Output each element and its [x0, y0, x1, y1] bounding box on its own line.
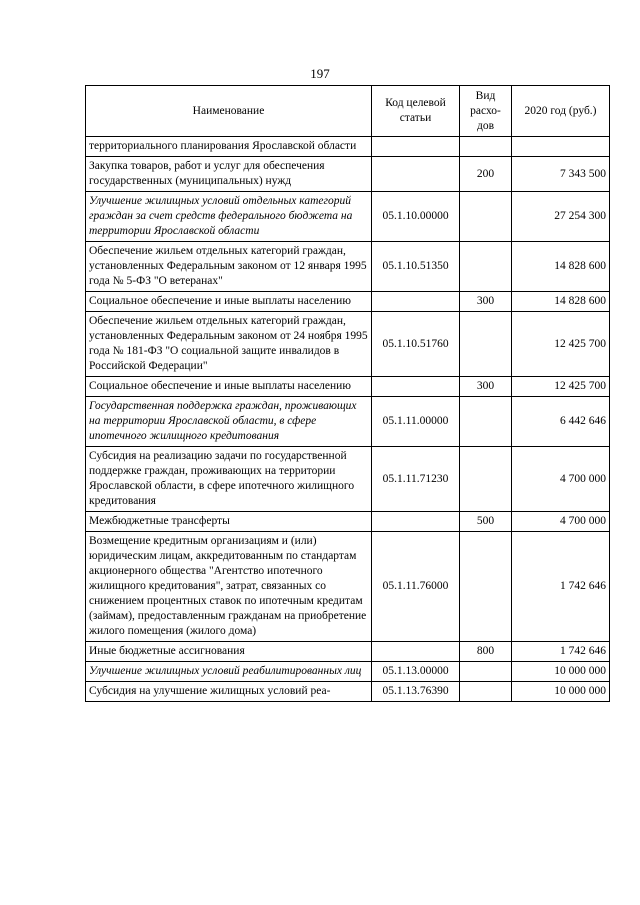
table-row: [86, 377, 610, 397]
row-name: Социальное обеспечение и иные выплаты населению: [86, 377, 372, 397]
row-code: [372, 512, 460, 532]
row-name: Межбюджетные трансферты: [86, 512, 372, 532]
row-name: Иные бюджетные ассигнования: [86, 642, 372, 662]
row-code: [372, 292, 460, 312]
table-row: [86, 137, 610, 157]
row-amount: 10 000 000: [512, 682, 610, 702]
table-row: [86, 662, 610, 682]
table-row: [86, 312, 610, 377]
row-code: [372, 377, 460, 397]
row-code: 05.1.10.51350: [372, 242, 460, 292]
row-code: [372, 157, 460, 192]
header-kind: Вид расхо-дов: [460, 86, 512, 137]
row-amount: 14 828 600: [512, 292, 610, 312]
row-kind: 500: [460, 512, 512, 532]
row-amount: 4 700 000: [512, 447, 610, 512]
table-body: [86, 137, 610, 702]
header-code: Код целевой статьи: [372, 86, 460, 137]
row-name: территориального планирования Ярославской области: [86, 137, 372, 157]
row-code: 05.1.13.76390: [372, 682, 460, 702]
row-amount: 14 828 600: [512, 242, 610, 292]
row-kind: 300: [460, 292, 512, 312]
row-amount: 4 700 000: [512, 512, 610, 532]
row-name: Улучшение жилищных условий реабилитированных лиц: [86, 662, 372, 682]
row-amount: 7 343 500: [512, 157, 610, 192]
row-amount: 6 442 646: [512, 397, 610, 447]
row-amount: [512, 137, 610, 157]
table-row: [86, 447, 610, 512]
table-row: [86, 642, 610, 662]
row-amount: 1 742 646: [512, 532, 610, 642]
table-row: [86, 157, 610, 192]
table-row: [86, 682, 610, 702]
row-kind: [460, 682, 512, 702]
row-code: 05.1.13.00000: [372, 662, 460, 682]
row-name: Социальное обеспечение и иные выплаты населению: [86, 292, 372, 312]
row-kind: [460, 532, 512, 642]
row-amount: 27 254 300: [512, 192, 610, 242]
table-row: [86, 512, 610, 532]
row-kind: 800: [460, 642, 512, 662]
budget-table: [85, 85, 610, 702]
table-row: [86, 532, 610, 642]
row-name: Улучшение жилищных условий отдельных категорий граждан за счет средств федерального бюджета на территории Ярославской области: [86, 192, 372, 242]
table-row: [86, 192, 610, 242]
header-name: Наименование: [86, 86, 372, 137]
table-row: [86, 242, 610, 292]
row-code: [372, 137, 460, 157]
row-kind: [460, 397, 512, 447]
row-code: [372, 642, 460, 662]
row-kind: [460, 447, 512, 512]
row-name: Обеспечение жильем отдельных категорий граждан, установленных Федеральным законом от 24 ноября 1995 года № 181-ФЗ "О социальной защите инвалидов в Российской Федерации": [86, 312, 372, 377]
row-kind: [460, 192, 512, 242]
row-kind: [460, 662, 512, 682]
row-name: Обеспечение жильем отдельных категорий граждан, установленных Федеральным законом от 12 января 1995 года № 5-ФЗ "О ветеранах": [86, 242, 372, 292]
table-header-row: [86, 86, 610, 137]
row-code: 05.1.11.00000: [372, 397, 460, 447]
table-row: [86, 397, 610, 447]
row-kind: [460, 137, 512, 157]
row-amount: 12 425 700: [512, 377, 610, 397]
table-row: [86, 292, 610, 312]
row-code: 05.1.10.51760: [372, 312, 460, 377]
header-amount: 2020 год (руб.): [512, 86, 610, 137]
row-name: Субсидия на улучшение жилищных условий реа-: [86, 682, 372, 702]
row-amount: 1 742 646: [512, 642, 610, 662]
row-code: 05.1.11.71230: [372, 447, 460, 512]
row-amount: 10 000 000: [512, 662, 610, 682]
row-name: Закупка товаров, работ и услуг для обеспечения государственных (муниципальных) нужд: [86, 157, 372, 192]
row-kind: [460, 242, 512, 292]
row-name: Государственная поддержка граждан, проживающих на территории Ярославской области, в сфере ипотечного жилищного кредитования: [86, 397, 372, 447]
row-code: 05.1.10.00000: [372, 192, 460, 242]
row-amount: 12 425 700: [512, 312, 610, 377]
row-kind: 200: [460, 157, 512, 192]
page-number: 197: [310, 66, 330, 81]
row-name: Возмещение кредитным организациям и (или) юридическим лицам, аккредитованным по стандартам акционерного общества "Агентство ипотечного жилищного кредитования", затрат, связанных со снижением процентных ставок по ипотечным кредитам (займам), предоставленным гражданам на приобретение жилого помещения (жилого дома): [86, 532, 372, 642]
row-name: Субсидия на реализацию задачи по государственной поддержке граждан, проживающих на территории Ярославской области, в сфере ипотечного жилищного кредитования: [86, 447, 372, 512]
row-kind: 300: [460, 377, 512, 397]
row-kind: [460, 312, 512, 377]
row-code: 05.1.11.76000: [372, 532, 460, 642]
